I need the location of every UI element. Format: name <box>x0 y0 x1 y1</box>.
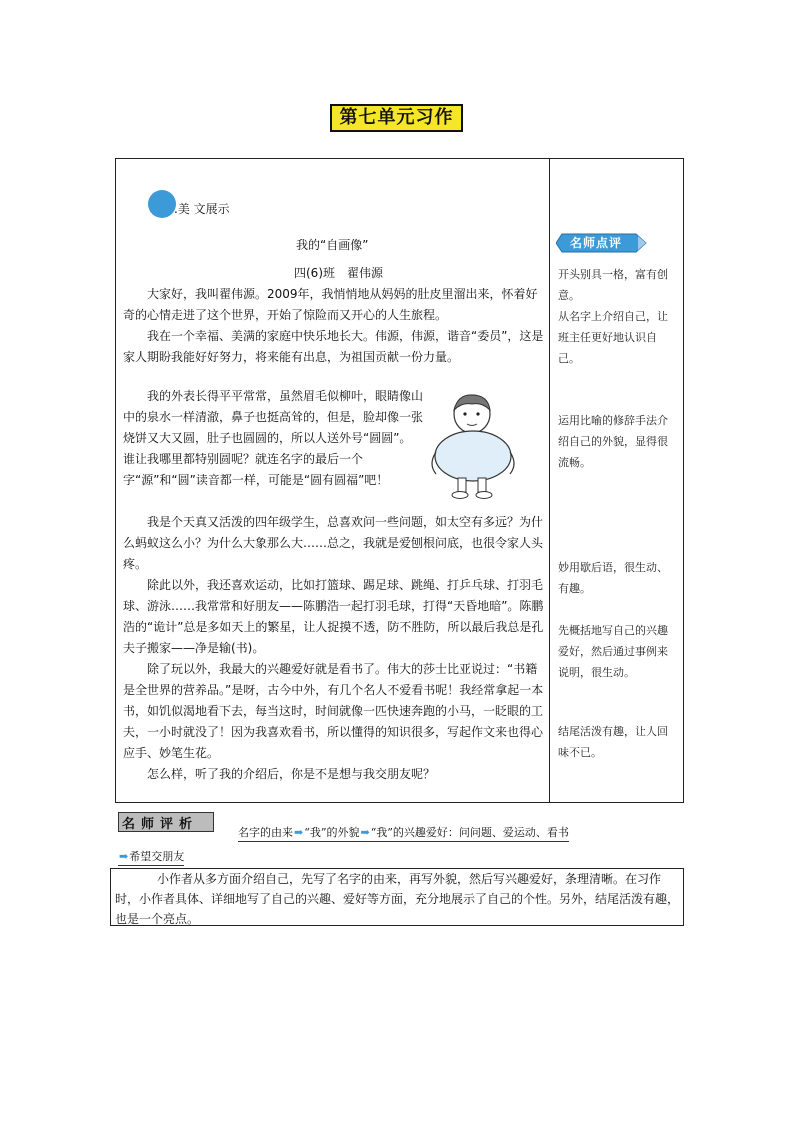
sidebar-comment: 先概括地写自己的兴趣爱好，然后通过事例来说明，很生动。 <box>558 624 668 679</box>
analysis-summary: 小作者从多方面介绍自己，先写了名字的由来，再写外貌，然后写兴趣爱好，条理清晰。在习作时，小作者具体、详细地写了自己的兴趣、爱好等方面，充分地展示了自己的个性。另外，结尾活泼有趣，也是一个亮点。 <box>115 872 680 926</box>
sidebar-comment: 运用比喻的修辞手法介绍自己的外貌，显得很流畅。 <box>558 414 668 469</box>
arrow-right-icon: ➡ <box>294 826 304 839</box>
arrow-right-icon: ➡ <box>360 826 370 839</box>
sidebar-comment: 从名字上介绍自己，让班主任更好地认识自己。 <box>558 310 668 365</box>
essay-author: 四(6)班 翟伟源 <box>294 266 383 280</box>
sidebar-comment: 结尾活泼有趣，让人回味不已。 <box>558 725 668 759</box>
column-divider <box>549 158 550 803</box>
analysis-badge: 名师评析 <box>122 817 199 832</box>
structure-flow <box>238 824 569 842</box>
essay-paragraph: 我的外表长得平平常常，虽然眉毛似柳叶，眼睛像山中的泉水一样清澈，鼻子也挺高耸的，但是，脸却像一张烧饼又大又圆，肚子也圆圆的，所以人送外号“圆圆”。谁让我哪里都特别圆呢？就连名字的最后一个字“源”和“圆”读音都一样，可能是“圆有圆福”吧！ <box>123 389 424 487</box>
arrow-right-icon: ➡ <box>119 850 129 863</box>
sidebar-comment: 妙用歇后语，很生动、有趣。 <box>558 561 668 595</box>
sidebar-comment: 开头别具一格，富有创意。 <box>558 268 668 302</box>
flow-step: “我”的兴趣爱好：问问题、爱运动、看书 <box>370 826 569 839</box>
structure-flow-continued <box>118 848 184 866</box>
essay-paragraph: 除了玩以外，我最大的兴趣爱好就是看书了。伟大的莎士比亚说过：“书籍是全世界的营养品。”是呀，古今中外，有几个名人不爱看书呢！我经常拿起一本书，如饥似渴地看下去，每当这时，时间就像一匹快速奔跑的小马，一眨眼的工夫，一小时就没了！因为我喜欢看书，所以懂得的知识很多，写起作文来也得心应手、妙笔生花。 <box>123 662 544 760</box>
boy-illustration <box>424 392 546 504</box>
essay-title: 我的“自画像” <box>296 238 369 252</box>
flow-step: 希望交朋友 <box>129 850 185 863</box>
teacher-comment-badge: 名师点评 <box>570 236 623 250</box>
section-circle-icon <box>148 190 176 218</box>
flow-step: “我”的外貌 <box>304 826 360 839</box>
essay-paragraph: 怎么样，听了我的介绍后，你是不是想与我交朋友呢？ <box>147 767 436 781</box>
essay-paragraph: 除此以外，我还喜欢运动，比如打篮球、踢足球、跳绳、打乒乓球、打羽毛球、游泳……我常常和好朋友——陈鹏浩一起打羽毛球，打得“天昏地暗”。陈鹏浩的“诡计”总是多如天上的繁星，让人捉摸不透，防不胜防，所以最后我总是孔夫子搬家——净是输(书)。 <box>123 578 544 655</box>
essay-paragraph: 大家好，我叫翟伟源。2009年，我悄悄地从妈妈的肚皮里溜出来，怀着好奇的心情走进了这个世界，开始了惊险而又开心的人生旅程。 <box>123 287 538 322</box>
analysis-summary-box <box>110 868 684 926</box>
essay-paragraph: 我在一个幸福、美满的家庭中快乐地长大。伟源，伟源，谐音“委员”，这是家人期盼我能好好努力，将来能有出息，为祖国贡献一份力量。 <box>123 329 544 364</box>
page-title: 第七单元习作 <box>330 104 463 132</box>
flow-step: 名字的由来 <box>238 826 293 839</box>
essay-paragraph: 我是个天真又活泼的四年级学生，总喜欢问一些问题，如太空有多远？为什么蚂蚁这么小？为什么大象那么大……总之，我就是爱刨根问底，也很令家人头疼。 <box>123 515 544 571</box>
section-label: .美 文展示 <box>174 202 230 216</box>
